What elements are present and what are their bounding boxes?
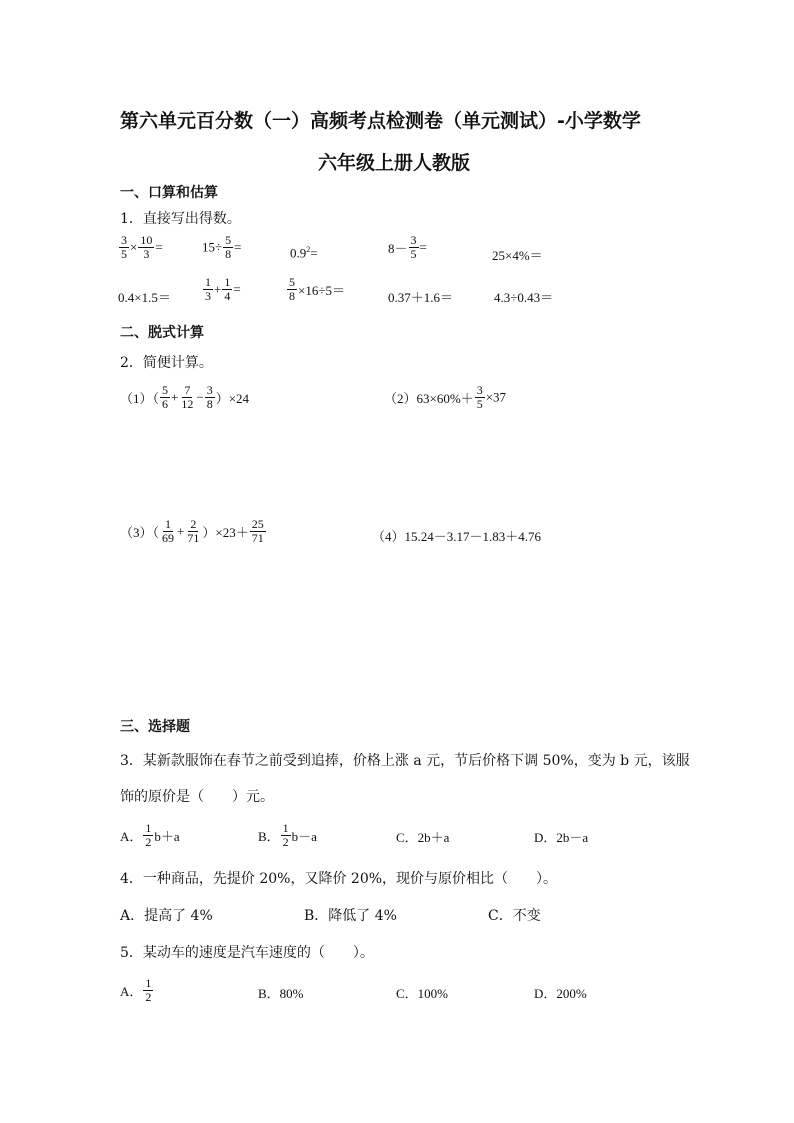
oral-item-9: 0.37＋1.6＝ <box>388 290 454 305</box>
section-heading-choice: 三、选择题 <box>120 719 190 735</box>
q5-option-c: C．100% <box>396 986 449 1001</box>
q5-option-b: B．80% <box>258 986 304 1001</box>
q5-option-a: A． $\frac{1}{2}$ <box>120 976 152 1004</box>
calc-item-2: （2）63×60%＋ $\frac{3}{5}$ ×37 <box>384 383 507 411</box>
calc-item-4: （4）15.24－3.17－1.83＋4.76 <box>372 529 542 544</box>
q5-option-d: D．200% <box>534 986 587 1001</box>
q4-option-c: C．不变 <box>488 908 541 924</box>
oral-item-8: $\frac{5}{8}$ ×16÷5＝ <box>289 275 345 303</box>
page-title-line2: 六年级上册人教版 <box>318 152 471 174</box>
q4-option-b: B．降低了 4% <box>304 908 397 924</box>
question-4: 4．一种商品，先提价 20%，又降价 20%，现价与原价相比（ ）。 <box>120 871 558 887</box>
section-heading-oral: 一、口算和估算 <box>120 185 218 201</box>
q3-option-c: C．2b＋a <box>396 830 450 845</box>
q3-option-b: B． $\frac{1}{2}$ b－a <box>258 821 317 849</box>
oral-item-7: $\frac{1}{3}$ + $\frac{1}{4}$ = <box>205 275 241 303</box>
oral-item-1: $\frac{3}{5}$ × $\frac{10}{3}$ = <box>121 233 163 261</box>
question-5: 5．某动车的速度是汽车速度的（ ）。 <box>120 945 374 961</box>
q3-option-d: D．2b－a <box>534 830 589 845</box>
question-1-prompt: 1．直接写出得数。 <box>120 211 241 227</box>
q4-option-a: A．提高了 4% <box>120 908 213 924</box>
oral-item-2: 15÷ $\frac{5}{8}$ = <box>202 233 242 261</box>
oral-item-3: $0.9^2=$ <box>290 245 318 261</box>
calc-item-1: （1）（ $\frac{5}{6}$ + $\frac{7}{12}$ − $\frac{3}{8}$ ）×24 <box>120 383 250 411</box>
page-title-line1: 第六单元百分数（一）高频考点检测卷（单元测试）-小学数学 <box>120 110 641 132</box>
calc-item-3: （3）（ $\frac{1}{69}$ + $\frac{2}{71}$ ）×23＋ $\frac{25}{71}$ <box>120 517 264 545</box>
q3-option-a: A． $\frac{1}{2}$ b＋a <box>120 821 180 849</box>
oral-item-5: 25×4%＝ <box>492 248 543 263</box>
section-heading-calc: 二、脱式计算 <box>120 325 204 341</box>
oral-item-10: 4.3÷0.43＝ <box>494 290 554 305</box>
oral-item-6: 0.4×1.5＝ <box>118 290 171 305</box>
question-2-prompt: 2．简便计算。 <box>120 355 213 371</box>
question-3-line2: 饰的原价是（ ）元。 <box>120 789 274 805</box>
question-3-line1: 3．某新款服饰在春节之前受到追捧，价格上涨 a 元，节后价格下调 50%，变为 b 元，该服 <box>120 753 690 769</box>
oral-item-4: 8－ $\frac{3}{5}$ = <box>388 233 427 261</box>
